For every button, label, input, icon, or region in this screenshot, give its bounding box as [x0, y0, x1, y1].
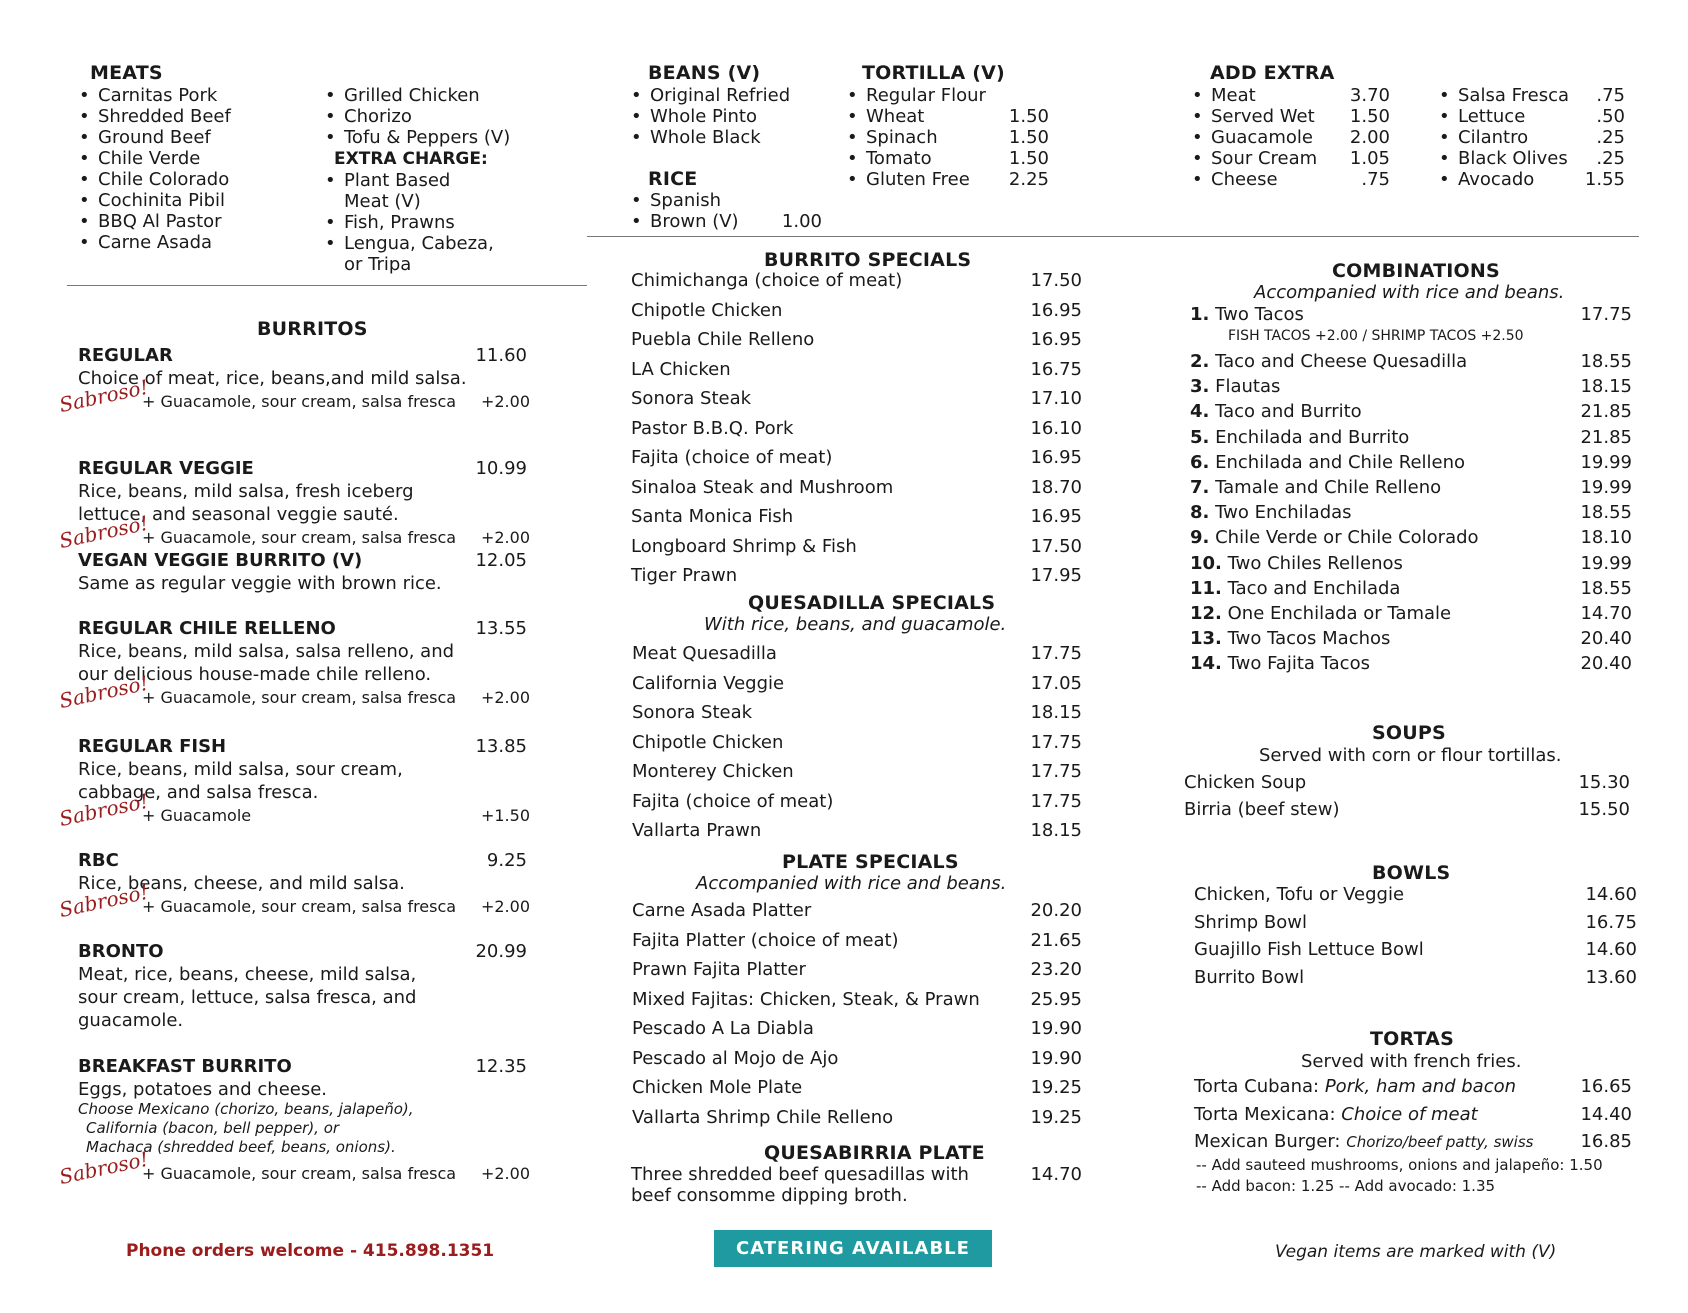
burrito-specials-title: BURRITO SPECIALS	[764, 249, 972, 271]
burrito-name: VEGAN VEGGIE BURRITO (V)	[78, 550, 363, 571]
combination-price: 14.70	[1580, 603, 1632, 624]
menu-item-name: Guajillo Fish Lettuce Bowl	[1194, 939, 1424, 960]
combination-price: 20.40	[1580, 653, 1632, 675]
burrito-name: REGULAR VEGGIE	[78, 458, 254, 479]
torta-item	[1194, 1076, 1516, 1097]
list-item: • Regular Flour	[866, 85, 986, 106]
menu-item-price: 16.95	[1030, 506, 1082, 527]
menu-item-price: 25.95	[1030, 988, 1082, 1010]
combination-item	[1190, 603, 1451, 624]
combination-name: Taco and Burrito	[1215, 401, 1362, 423]
burrito-price: 12.05	[475, 550, 527, 571]
quesabirria-desc-1: Three shredded beef quesadillas with	[631, 1164, 969, 1185]
combination-item	[1190, 304, 1304, 325]
menu-item-price: 17.75	[1030, 790, 1082, 812]
menu-item-name: Vallarta Shrimp Chile Relleno	[632, 1106, 894, 1128]
burrito-addon: + Guacamole, sour cream, salsa fresca	[142, 688, 457, 707]
menu-item-name: Pastor B.B.Q. Pork	[631, 417, 794, 439]
combination-number: 9.	[1190, 527, 1210, 549]
torta-name: Torta Mexicana:	[1194, 1103, 1342, 1125]
torta-detail: Pork, ham and bacon	[1324, 1076, 1517, 1097]
quesadilla-specials-title: QUESADILLA SPECIALS	[748, 592, 996, 614]
burrito-price: 9.25	[486, 850, 527, 871]
list-item: • Lettuce	[1458, 106, 1525, 127]
list-item: • Black Olives	[1458, 148, 1568, 169]
menu-item-name: Chicken Mole Plate	[632, 1077, 803, 1098]
rice-title: RICE	[648, 168, 698, 190]
burrito-addon-price: +2.00	[480, 1164, 530, 1183]
vegan-note: Vegan items are marked with (V)	[1275, 1242, 1557, 1262]
combination-number: 11.	[1190, 577, 1222, 599]
menu-item-price: 21.65	[1030, 929, 1082, 951]
list-item: • Grilled Chicken	[344, 85, 480, 106]
combination-price: 18.55	[1580, 502, 1632, 524]
burrito-addon: + Guacamole, sour cream, salsa fresca	[142, 897, 457, 916]
combination-price: 21.85	[1580, 426, 1632, 448]
add-extra-title: ADD EXTRA	[1210, 62, 1335, 84]
menu-item-name: Chipotle Chicken	[631, 299, 783, 321]
combination-price: 18.55	[1580, 577, 1632, 599]
menu-item-name: Meat Quesadilla	[632, 643, 777, 664]
torta-name: Mexican Burger:	[1194, 1131, 1347, 1152]
combination-name: Two Chiles Rellenos	[1227, 552, 1403, 574]
combination-name: Tamale and Chile Relleno	[1215, 477, 1442, 498]
menu-item-price: 17.75	[1030, 643, 1082, 664]
combination-fish-note: FISH TACOS +2.00 / SHRIMP TACOS +2.50	[1228, 328, 1524, 344]
combination-name: Chile Verde or Chile Colorado	[1215, 527, 1479, 549]
tortilla-title: TORTILLA (V)	[862, 62, 1005, 84]
list-item: • BBQ Al Pastor	[98, 211, 222, 232]
menu-item-price: 18.15	[1030, 702, 1082, 723]
menu-item-price: 16.75	[1030, 358, 1082, 380]
combinations-subtitle: Accompanied with rice and beans.	[1254, 282, 1565, 303]
menu-item-price: 18.15	[1030, 820, 1082, 841]
burrito-desc: guacamole.	[78, 1010, 184, 1031]
item-price: 1.05	[1349, 148, 1390, 169]
torta-item	[1194, 1131, 1533, 1152]
extra-charge-item: • Fish, Prawns	[344, 212, 455, 233]
menu-item-price: 16.95	[1030, 299, 1082, 321]
combination-price: 18.15	[1580, 376, 1632, 398]
torta-name: Torta Cubana:	[1194, 1076, 1325, 1097]
torta-detail: Choice of meat	[1341, 1103, 1478, 1125]
item-price: 1.50	[1349, 106, 1390, 127]
burrito-desc: Eggs, potatoes and cheese.	[78, 1079, 328, 1100]
burrito-name: REGULAR	[78, 345, 173, 366]
combination-price: 20.40	[1580, 628, 1632, 650]
soups-title: SOUPS	[1372, 722, 1446, 744]
combination-item	[1190, 502, 1352, 523]
menu-item-name: Fajita (choice of meat)	[631, 447, 833, 468]
tortas-extra-1: -- Add sauteed mushrooms, onions and jalapeño: 1.50	[1196, 1156, 1603, 1174]
combination-item	[1190, 578, 1400, 599]
combination-price: 18.55	[1580, 351, 1632, 372]
menu-item-name: Chicken, Tofu or Veggie	[1194, 884, 1405, 905]
combination-item	[1190, 553, 1403, 574]
list-item: • Salsa Fresca	[1458, 85, 1569, 106]
item-price: .25	[1596, 127, 1625, 148]
combination-price: 19.99	[1580, 552, 1632, 574]
burrito-addon: + Guacamole	[142, 806, 252, 825]
torta-price: 16.85	[1580, 1131, 1632, 1152]
item-price: 2.00	[1349, 127, 1390, 148]
menu-item-name: Sinaloa Steak and Mushroom	[631, 476, 894, 498]
menu-item-name: Burrito Bowl	[1194, 966, 1305, 988]
combination-number: 2.	[1190, 351, 1210, 372]
sabroso-label: Sabroso!	[57, 374, 151, 417]
plate-specials-subtitle: Accompanied with rice and beans.	[696, 873, 1007, 894]
burrito-desc: our delicious house-made chile relleno.	[78, 664, 432, 685]
combination-number: 10.	[1190, 552, 1222, 574]
item-price: .75	[1361, 169, 1390, 190]
menu-item-name: Prawn Fajita Platter	[632, 959, 806, 980]
list-item: • Cochinita Pibil	[98, 190, 225, 211]
item-price: 1.50	[1008, 106, 1049, 127]
menu-item-price: 15.30	[1578, 772, 1630, 793]
combination-name: Two Tacos	[1215, 304, 1304, 325]
menu-item-price: 17.10	[1030, 388, 1082, 409]
menu-item-name: Puebla Chile Relleno	[631, 329, 815, 350]
burrito-note: Choose Mexicano (chorizo, beans, jalapeño),	[78, 1100, 414, 1118]
combination-item	[1190, 628, 1390, 649]
list-item: • Ground Beef	[98, 127, 211, 148]
quesabirria-title: QUESABIRRIA PLATE	[764, 1142, 985, 1164]
burrito-name: REGULAR FISH	[78, 736, 227, 757]
extra-charge-item: • Plant Based	[344, 170, 450, 191]
menu-item-price: 19.25	[1030, 1106, 1082, 1128]
menu-item-name: Santa Monica Fish	[631, 506, 794, 527]
menu-item-price: 16.75	[1585, 911, 1637, 933]
combinations-title: COMBINATIONS	[1332, 260, 1500, 282]
item-price: .75	[1596, 85, 1625, 106]
divider-left	[67, 285, 587, 286]
soups-subtitle: Served with corn or flour tortillas.	[1259, 745, 1562, 766]
menu-item-name: Chipotle Chicken	[632, 731, 784, 753]
combination-name: Two Fajita Tacos	[1227, 653, 1370, 675]
combination-item	[1190, 653, 1370, 674]
tortas-subtitle: Served with french fries.	[1301, 1051, 1522, 1072]
burritos-title: BURRITOS	[257, 318, 368, 340]
sabroso-label: Sabroso!	[57, 510, 151, 553]
combination-name: Taco and Cheese Quesadilla	[1215, 351, 1468, 372]
burrito-addon-price: +2.00	[480, 688, 530, 707]
menu-item-name: Longboard Shrimp & Fish	[631, 535, 857, 557]
combination-item	[1190, 376, 1280, 397]
burrito-addon: + Guacamole, sour cream, salsa fresca	[142, 528, 457, 547]
burrito-desc: Rice, beans, cheese, and mild salsa.	[78, 873, 405, 894]
combination-number: 14.	[1190, 653, 1222, 675]
menu-item-price: 17.50	[1030, 270, 1082, 291]
extra-charge-item: or Tripa	[344, 254, 412, 275]
menu-item-price: 16.95	[1030, 329, 1082, 350]
burrito-name: BREAKFAST BURRITO	[78, 1056, 292, 1077]
combination-name: Enchilada and Chile Relleno	[1215, 451, 1466, 473]
menu-item-price: 19.25	[1030, 1077, 1082, 1098]
burrito-price: 10.99	[475, 458, 527, 479]
burrito-price: 11.60	[475, 345, 527, 366]
beans-title: BEANS (V)	[648, 62, 761, 84]
torta-price: 14.40	[1580, 1103, 1632, 1125]
burrito-desc: sour cream, lettuce, salsa fresca, and	[78, 987, 417, 1008]
sabroso-label: Sabroso!	[57, 879, 151, 922]
list-item: • Tomato	[866, 148, 932, 169]
tortas-title: TORTAS	[1370, 1028, 1454, 1050]
menu-item-price: 13.60	[1585, 966, 1637, 988]
torta-item	[1194, 1104, 1478, 1125]
sabroso-label: Sabroso!	[57, 788, 151, 831]
menu-item-name: Chicken Soup	[1184, 772, 1307, 793]
combination-item	[1190, 477, 1441, 498]
menu-item-price: 16.95	[1030, 447, 1082, 468]
combination-number: 4.	[1190, 401, 1210, 423]
combination-name: Two Tacos Machos	[1227, 628, 1391, 650]
list-item: • Original Refried	[650, 85, 790, 106]
combination-price: 17.75	[1580, 304, 1632, 325]
extra-charge-item: • Lengua, Cabeza,	[344, 233, 494, 254]
tortas-extra-2: -- Add bacon: 1.25 -- Add avocado: 1.35	[1196, 1177, 1496, 1195]
menu-item-price: 20.20	[1030, 900, 1082, 921]
burrito-desc: Rice, beans, mild salsa, salsa relleno, and	[78, 641, 455, 662]
menu-item-price: 23.20	[1030, 959, 1082, 980]
burrito-name: BRONTO	[78, 941, 164, 962]
plate-specials-title: PLATE SPECIALS	[782, 851, 959, 873]
menu-item-price: 17.95	[1030, 565, 1082, 586]
burrito-price: 12.35	[475, 1056, 527, 1077]
list-item: • Chorizo	[344, 106, 412, 127]
list-item: • Shredded Beef	[98, 106, 231, 127]
combination-price: 21.85	[1580, 401, 1632, 423]
item-price: 1.00	[781, 211, 822, 232]
burrito-addon-price: +1.50	[480, 806, 530, 825]
menu-item-name: Pescado al Mojo de Ajo	[632, 1047, 839, 1069]
combination-number: 5.	[1190, 426, 1210, 448]
combination-number: 12.	[1190, 603, 1222, 624]
combination-number: 1.	[1190, 304, 1210, 325]
sabroso-label: Sabroso!	[57, 670, 151, 713]
menu-item-name: Mixed Fajitas: Chicken, Steak, & Prawn	[632, 988, 980, 1010]
combination-number: 6.	[1190, 451, 1210, 473]
combination-number: 8.	[1190, 502, 1210, 524]
catering-banner: CATERING AVAILABLE	[714, 1230, 992, 1267]
list-item: • Spinach	[866, 127, 938, 148]
list-item: • Tofu & Peppers (V)	[344, 127, 510, 148]
menu-item-price: 14.60	[1585, 884, 1637, 905]
item-price: 1.55	[1584, 169, 1625, 190]
list-item: • Gluten Free	[866, 169, 970, 190]
item-price: 2.25	[1008, 169, 1049, 190]
list-item: • Avocado	[1458, 169, 1534, 190]
combination-price: 18.10	[1580, 527, 1632, 549]
burrito-addon-price: +2.00	[480, 392, 530, 411]
menu-item-name: Sonora Steak	[632, 702, 753, 723]
menu-item-price: 18.70	[1030, 476, 1082, 498]
menu-item-price: 16.10	[1030, 417, 1082, 439]
torta-price: 16.65	[1580, 1076, 1632, 1097]
combination-item	[1190, 452, 1465, 473]
list-item: • Served Wet	[1211, 106, 1315, 127]
menu-item-name: Birria (beef stew)	[1184, 799, 1340, 820]
burrito-addon: + Guacamole, sour cream, salsa fresca	[142, 392, 457, 411]
combination-number: 3.	[1190, 376, 1210, 398]
list-item: • Chile Colorado	[98, 169, 229, 190]
list-item: • Cilantro	[1458, 127, 1528, 148]
menu-item-name: Vallarta Prawn	[632, 820, 762, 841]
burrito-desc: lettuce, and seasonal veggie sauté.	[78, 504, 399, 525]
menu-item-name: Pescado A La Diabla	[632, 1018, 814, 1039]
list-item: • Meat	[1211, 85, 1256, 106]
menu-item-name: Chimichanga (choice of meat)	[631, 270, 903, 291]
item-price: .25	[1596, 148, 1625, 169]
menu-item-name: California Veggie	[632, 672, 785, 694]
burrito-addon-price: +2.00	[480, 528, 530, 547]
combination-name: Enchilada and Burrito	[1215, 426, 1410, 448]
burrito-desc: Meat, rice, beans, cheese, mild salsa,	[78, 964, 417, 985]
burrito-desc: Rice, beans, mild salsa, fresh iceberg	[78, 481, 414, 502]
list-item: • Whole Pinto	[650, 106, 757, 127]
combination-number: 13.	[1190, 628, 1222, 650]
list-item: • Whole Black	[650, 127, 761, 148]
item-price: 1.50	[1008, 127, 1049, 148]
sabroso-label: Sabroso!	[57, 1146, 151, 1189]
list-item: • Carne Asada	[98, 232, 212, 253]
menu-item-price: 14.60	[1585, 939, 1637, 960]
extra-charge-item: Meat (V)	[344, 191, 421, 212]
item-price: .50	[1596, 106, 1625, 127]
list-item: • Spanish	[650, 190, 721, 211]
combination-item	[1190, 401, 1362, 422]
quesabirria-price: 14.70	[1030, 1164, 1082, 1185]
burrito-name: REGULAR CHILE RELLENO	[78, 618, 336, 639]
torta-detail: Chorizo/beef patty, swiss	[1346, 1133, 1534, 1151]
combination-name: Taco and Enchilada	[1227, 577, 1401, 599]
menu-item-price: 17.50	[1030, 535, 1082, 557]
burrito-note: Machaca (shredded beef, beans, onions).	[86, 1138, 396, 1156]
combination-item	[1190, 351, 1467, 372]
burrito-desc: Same as regular veggie with brown rice.	[78, 573, 442, 594]
combination-price: 19.99	[1580, 477, 1632, 498]
burrito-price: 13.85	[475, 736, 527, 757]
combination-item	[1190, 527, 1479, 548]
burrito-desc: cabbage, and salsa fresca.	[78, 782, 319, 803]
menu-item-name: Sonora Steak	[631, 388, 752, 409]
combination-number: 7.	[1190, 477, 1210, 498]
menu-item-price: 17.75	[1030, 761, 1082, 782]
menu-item-name: LA Chicken	[631, 358, 731, 380]
quesabirria-desc-2: beef consomme dipping broth.	[631, 1185, 908, 1206]
list-item: • Brown (V)	[650, 211, 739, 232]
combination-name: Two Enchiladas	[1215, 502, 1352, 524]
burrito-name: RBC	[78, 850, 119, 871]
menu-item-price: 19.90	[1030, 1047, 1082, 1069]
quesadilla-specials-subtitle: With rice, beans, and guacamole.	[704, 614, 1007, 635]
burrito-note: California (bacon, bell pepper), or	[86, 1119, 340, 1137]
menu-item-name: Shrimp Bowl	[1194, 911, 1308, 933]
item-price: 3.70	[1349, 85, 1390, 106]
phone-orders: Phone orders welcome - 415.898.1351	[126, 1241, 495, 1261]
meats-title: MEATS	[90, 62, 163, 84]
menu-item-price: 15.50	[1578, 799, 1630, 820]
combination-price: 19.99	[1580, 451, 1632, 473]
item-price: 1.50	[1008, 148, 1049, 169]
burrito-addon-price: +2.00	[480, 897, 530, 916]
menu-item-name: Fajita (choice of meat)	[632, 790, 834, 812]
list-item: • Wheat	[866, 106, 924, 127]
list-item: • Guacamole	[1211, 127, 1313, 148]
menu-item-price: 17.05	[1030, 672, 1082, 694]
burrito-price: 13.55	[475, 618, 527, 639]
burrito-addon: + Guacamole, sour cream, salsa fresca	[142, 1164, 457, 1183]
menu-item-name: Monterey Chicken	[632, 761, 794, 782]
list-item: • Cheese	[1211, 169, 1278, 190]
menu-item-price: 17.75	[1030, 731, 1082, 753]
combination-item	[1190, 427, 1409, 448]
list-item: • Sour Cream	[1211, 148, 1317, 169]
divider-right	[587, 236, 1639, 237]
menu-item-price: 19.90	[1030, 1018, 1082, 1039]
bowls-title: BOWLS	[1372, 862, 1451, 884]
menu-item-name: Carne Asada Platter	[632, 900, 812, 921]
burrito-price: 20.99	[475, 941, 527, 962]
menu-item-name: Tiger Prawn	[631, 565, 738, 586]
burrito-desc: Choice of meat, rice, beans,and mild salsa.	[78, 368, 467, 389]
extra-charge-label: EXTRA CHARGE:	[334, 149, 488, 169]
combination-name: One Enchilada or Tamale	[1227, 603, 1452, 624]
burrito-desc: Rice, beans, mild salsa, sour cream,	[78, 759, 403, 780]
list-item: • Carnitas Pork	[98, 85, 217, 106]
menu-item-name: Fajita Platter (choice of meat)	[632, 929, 899, 951]
combination-name: Flautas	[1215, 376, 1281, 398]
list-item: • Chile Verde	[98, 148, 200, 169]
